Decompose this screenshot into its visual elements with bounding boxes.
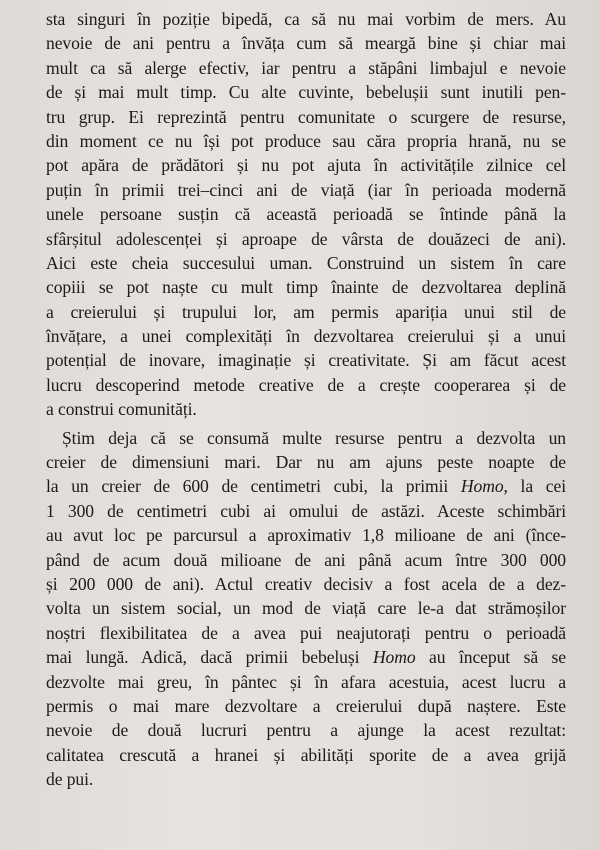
text-line: potențial de inovare, imaginație și creativitate. Și am făcut acest [46, 350, 566, 371]
text-line: a creierului și trupului lor, am permis apariția unui stil de [46, 301, 566, 322]
text-run: , la cei [503, 476, 566, 497]
text-line: nevoie de două lucruri pentru a ajunge la acest rezultat: [46, 720, 566, 741]
text-line: și 200 000 de ani). Actul creativ decisiv a fost acela de a dez- [46, 573, 566, 594]
text-line: mult ca să alerge efectiv, iar pentru a stăpâni limbajul e nevoie [46, 57, 566, 78]
text-line: sta singuri în poziție bipedă, ca să nu mai vorbim de mers. Au [46, 9, 566, 29]
text-line: noștri flexibilitatea de a avea pui neajutorați pentru o perioadă [46, 622, 566, 643]
italic-term: Homo [460, 476, 504, 497]
text-line: permis o mai mare dezvoltare a creierului după naștere. Este [46, 695, 566, 716]
body-text [46, 7, 566, 792]
text-line: volta un sistem social, un mod de viață care le-a dat strămoșilor [46, 598, 566, 619]
text-line: unele persoane susțin că această perioadă se întinde până la [46, 204, 566, 225]
text-line: lucru descoperind metode creative de a crește cooperarea și de [46, 374, 566, 395]
text-line: Aici este cheia succesului uman. Construind un sistem în care [46, 252, 566, 273]
text-line: sfârșitul adolescenței și aproape de vârsta de douăzeci de ani). [46, 228, 566, 249]
text-line: puțin în primii trei–cinci ani de viață (iar în perioada modernă [46, 179, 566, 200]
text-line: pând de acum două milioane de ani până acum între 300 000 [46, 549, 566, 570]
text-line: dezvolte mai greu, în pântec și în afara acestuia, acest lucru a [46, 671, 566, 692]
paragraph-1 [46, 7, 566, 422]
paragraph-2 [46, 426, 566, 792]
text-line [46, 474, 566, 498]
text-line: de și mai mult timp. Cu alte cuvinte, bebelușii sunt inutili pen- [46, 82, 566, 103]
text-line: din moment ce nu își pot produce sau căra propria hrană, nu se [46, 130, 566, 151]
text-line: a construi comunități. [46, 399, 197, 420]
text-line [46, 645, 566, 669]
text-line: Știm deja că se consumă multe resurse pentru a dezvolta un [62, 427, 566, 448]
text-run: mai lungă. Adică, dacă primii bebeluși [46, 647, 373, 668]
text-line: pot apăra de prădători și nu pot ajuta în activitățile zilnice cel [46, 155, 566, 176]
text-line: nevoie de ani pentru a învăța cum să meargă bine și chiar mai [46, 33, 566, 54]
text-run: la un creier de 600 de centimetri cubi, la primii [46, 476, 461, 497]
text-line: au avut loc pe parcursul a aproximativ 1,8 milioane de ani (înce- [46, 525, 566, 546]
text-line: calitatea crescută a hranei și abilități sporite de a avea grijă [46, 744, 566, 765]
text-line: învățare, a unei complexități în dezvoltarea creierului și a unui [46, 326, 566, 347]
text-line: de pui. [46, 769, 94, 790]
text-line: creier de dimensiuni mari. Dar nu am ajuns peste noapte de [46, 452, 566, 473]
text-run: au început să se [415, 647, 566, 668]
text-line: 1 300 de centimetri cubi ai omului de astăzi. Aceste schimbări [46, 500, 566, 521]
text-line: tru grup. Ei reprezintă pentru comunitate o scurgere de resurse, [46, 106, 566, 127]
italic-term: Homo [372, 647, 416, 668]
text-line: copiii se pot naște cu mult timp înainte de dezvoltarea deplină [46, 277, 566, 298]
